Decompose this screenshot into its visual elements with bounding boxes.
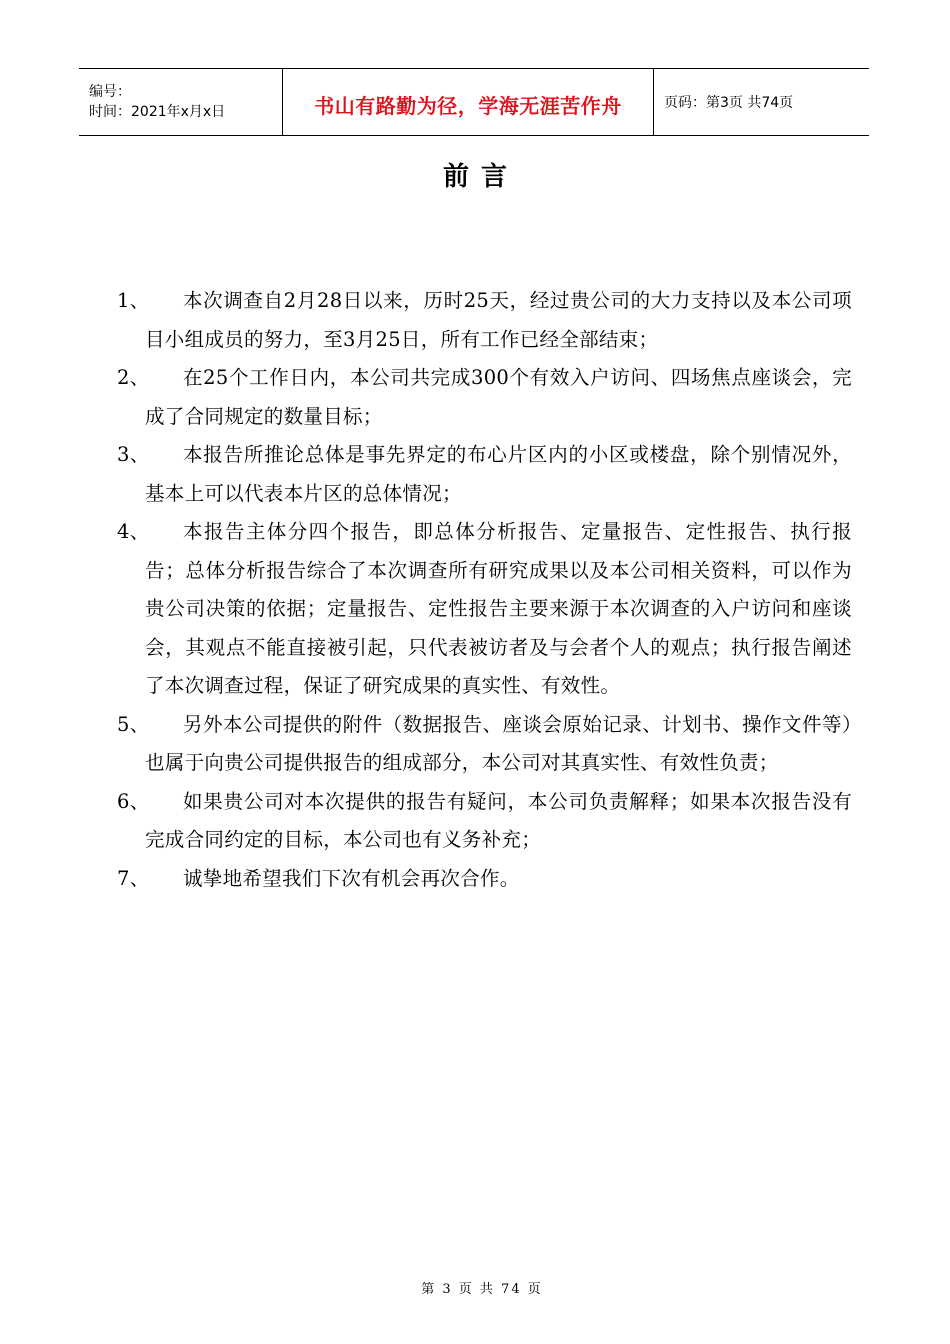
list-item-number: 6、 — [117, 789, 150, 813]
list-item — [117, 359, 852, 436]
document-header — [79, 68, 869, 136]
list-item-number: 7、 — [117, 866, 150, 890]
header-motto-cell — [282, 69, 654, 135]
list-item — [117, 282, 852, 359]
list-item — [117, 436, 852, 513]
header-page-cell — [654, 69, 869, 135]
header-left-cell — [79, 69, 282, 135]
list-item-text: 如果贵公司对本次提供的报告有疑问，本公司负责解释；如果本次报告没有完成合同约定的目标，本公司也有义务补充； — [145, 789, 852, 851]
list-item-number: 2、 — [117, 366, 150, 389]
page-footer: 第 3 页 共 74 页 — [421, 1282, 543, 1297]
list-item-text: 本报告所推论总体是事先界定的布心片区内的小区或楼盘，除个别情况外，基本上可以代表本片区的总体情况； — [145, 443, 852, 505]
preface-list — [117, 282, 852, 898]
list-item-number: 5、 — [117, 712, 150, 736]
header-motto: 书山有路勤为径，学海无涯苦作舟 — [314, 93, 622, 118]
document-date-label: 时间：2021年x月x日 — [89, 104, 226, 120]
list-item-number: 4、 — [117, 520, 150, 543]
list-item-text: 本报告主体分四个报告，即总体分析报告、定量报告、定性报告、执行报告；总体分析报告综合了本次调查所有研究成果以及本公司相关资料，可以作为贵公司决策的依据；定量报告、定性报告主要来源于本次调查的入户访问和座谈会，其观点不能直接被引起，只代表被访者及与会者个人的观点；执行报告阐述了本次调查过程，保证了研究成果的真实性、有效性。 — [145, 520, 852, 697]
list-item-number: 1、 — [117, 289, 150, 312]
list-item — [117, 513, 852, 706]
list-item-number: 3、 — [117, 443, 150, 466]
page-title: 前言 — [442, 162, 519, 192]
header-page-info: 页码：第3页 共74页 — [664, 95, 794, 111]
list-item-text: 在25个工作日内，本公司共完成300个有效入户访问、四场焦点座谈会，完成了合同规定的数量目标； — [145, 366, 852, 428]
list-item-text: 诚挚地希望我们下次有机会再次合作。 — [183, 866, 520, 890]
document-number-label: 编号： — [89, 84, 131, 100]
list-item-text: 另外本公司提供的附件（数据报告、座谈会原始记录、计划书、操作文件等）也属于向贵公司提供报告的组成部分，本公司对其真实性、有效性负责； — [145, 712, 852, 774]
list-item-text: 本次调查自2月28日以来，历时25天，经过贵公司的大力支持以及本公司项目小组成员的努力，至3月25日，所有工作已经全部结束； — [145, 289, 852, 351]
list-item — [117, 783, 852, 860]
list-item — [117, 706, 852, 783]
list-item — [117, 860, 852, 899]
